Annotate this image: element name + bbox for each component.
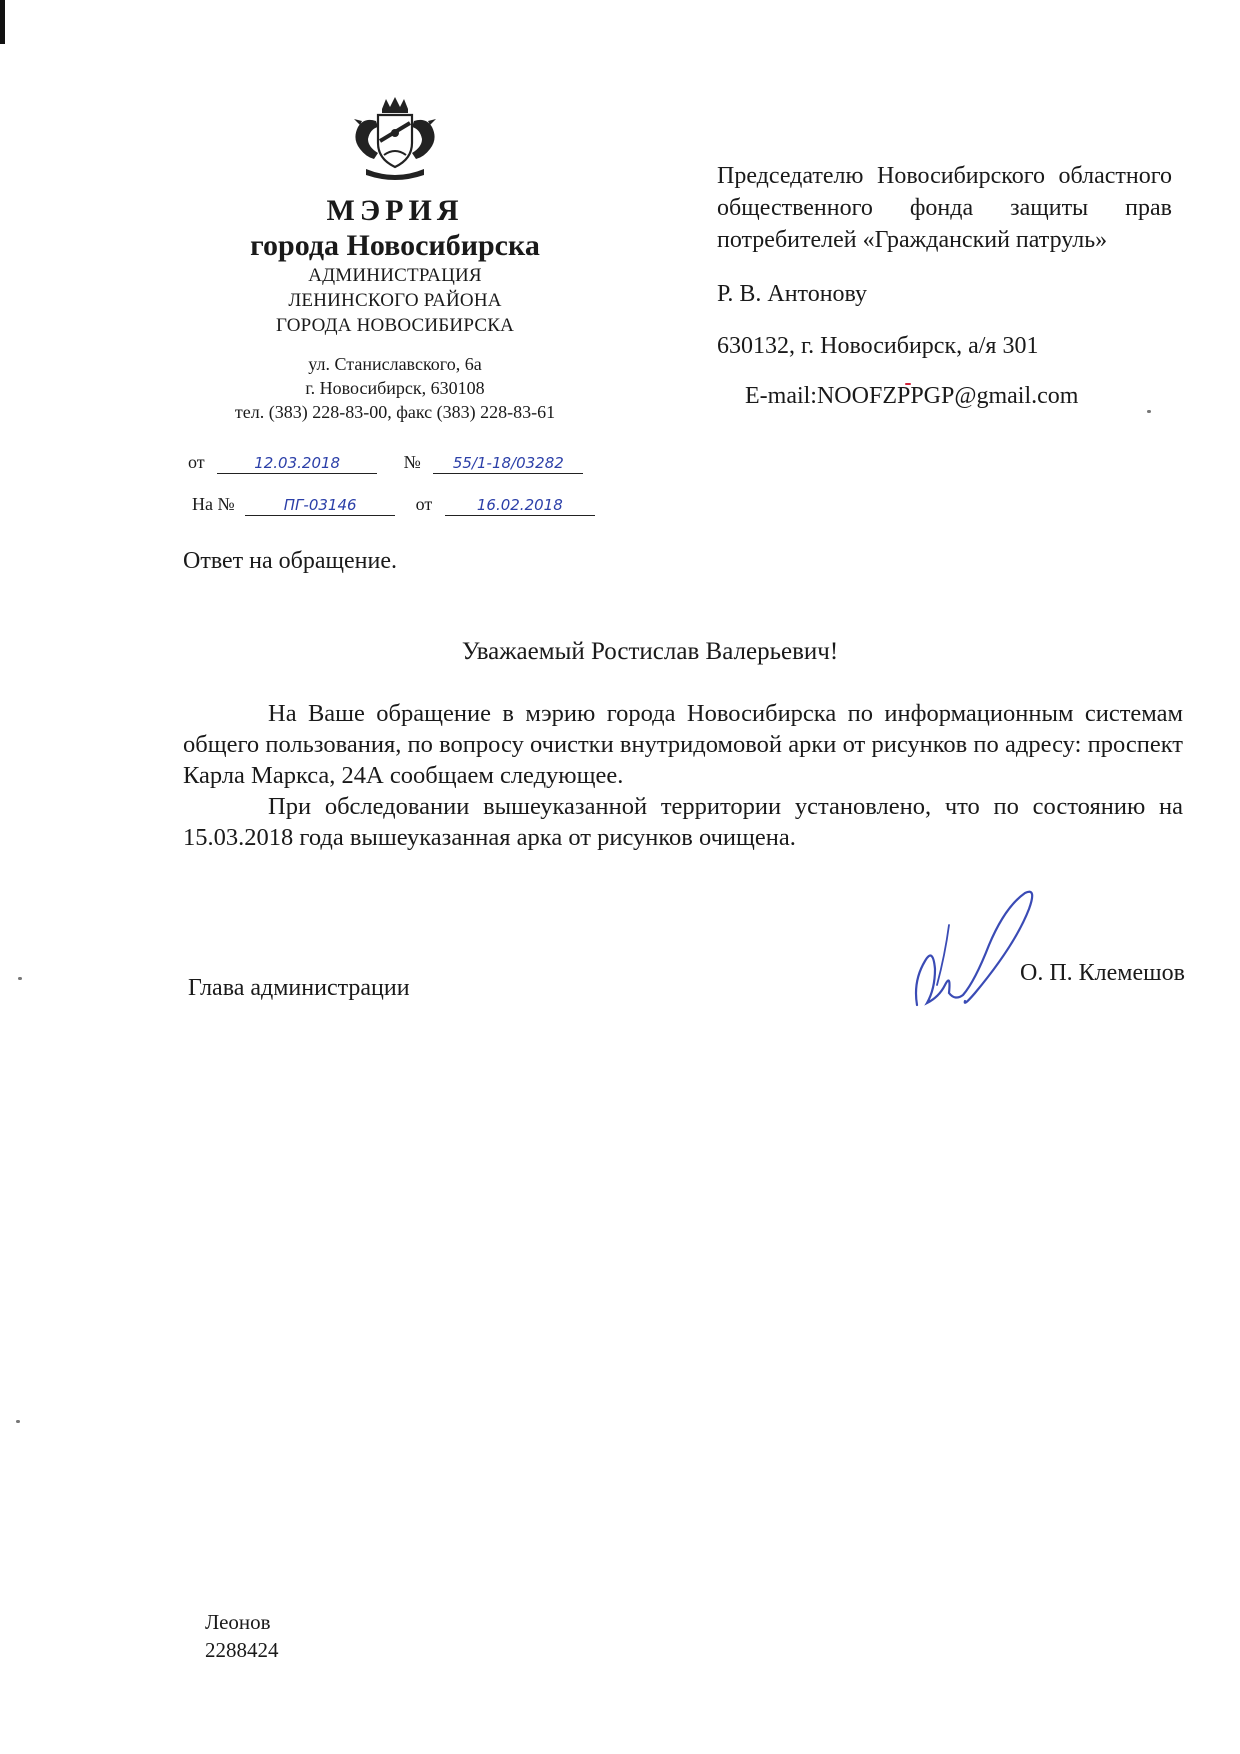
scan-edge-artifact — [0, 0, 5, 44]
body-paragraph: На Ваше обращение в мэрию города Новосибирска по информационным системам общего пользования, по вопросу очистки внутридомовой арки от рисунков по адресу: проспект Карла Маркса, 24А сообщаем следующее. — [183, 700, 1183, 789]
letterhead-city: города Новосибирска — [250, 229, 540, 262]
executor-phone: 2288424 — [205, 1638, 279, 1662]
addressee-position: Председателю Новосибирского областного общественного фонда защиты прав потребителей «Гражданский патруль» — [717, 163, 1172, 253]
from-label: от — [188, 452, 205, 472]
letterhead-title: МЭРИЯ — [326, 194, 464, 227]
scan-speck — [18, 977, 22, 980]
incoming-reference — [192, 494, 595, 516]
addressee-name: Р. В. Антонову — [717, 281, 868, 307]
letterhead-phones: тел. (383) 228-83-00, факс (383) 228-83-61 — [234, 402, 556, 422]
letter-greeting: Уважаемый Ростислав Валерьевич! — [461, 638, 839, 665]
outgoing-date: 12.03.2018 — [217, 453, 377, 474]
addressee-email: E-mail:NOOFZPPGP@gmail.com — [745, 383, 1079, 409]
letterhead-city-zip: г. Новосибирск, 630108 — [305, 378, 485, 398]
outgoing-registration — [188, 452, 583, 474]
body-paragraph: При обследовании вышеуказанной территории установлено, что по состоянию на 15.03.2018 года вышеуказанная арка от рисунков очищена. — [183, 793, 1183, 851]
scan-speck — [16, 1420, 20, 1423]
reference-date: 16.02.2018 — [445, 495, 595, 516]
ref-from-label: от — [415, 494, 433, 514]
letterhead-district: ЛЕНИНСКОГО РАЙОНА — [288, 290, 502, 311]
letter-body — [183, 698, 1183, 853]
signatory-role: Глава администрации — [188, 975, 410, 1001]
letterhead-street: ул. Станиславского, 6а — [308, 354, 482, 374]
addressee-postal: 630132, г. Новосибирск, а/я 301 — [717, 333, 1039, 359]
letter-subject: Ответ на обращение. — [183, 548, 397, 574]
letterhead — [175, 95, 615, 424]
executor-name: Леонов — [205, 1610, 271, 1634]
number-label: № — [403, 452, 421, 472]
handwritten-signature — [905, 885, 1055, 1015]
signatory-name: О. П. Клемешов — [1020, 960, 1185, 986]
executor-info — [205, 1608, 279, 1664]
letterhead-administration: АДМИНИСТРАЦИЯ — [308, 265, 482, 286]
ref-label: На № — [192, 494, 235, 514]
reference-number: ПГ-03146 — [245, 495, 395, 516]
outgoing-number: 55/1-18/03282 — [433, 453, 583, 474]
coat-of-arms-icon — [340, 95, 450, 185]
letterhead-city-caps: ГОРОДА НОВОСИБИРСКА — [276, 315, 514, 336]
letterhead-address — [175, 352, 615, 424]
addressee-block — [717, 160, 1172, 412]
